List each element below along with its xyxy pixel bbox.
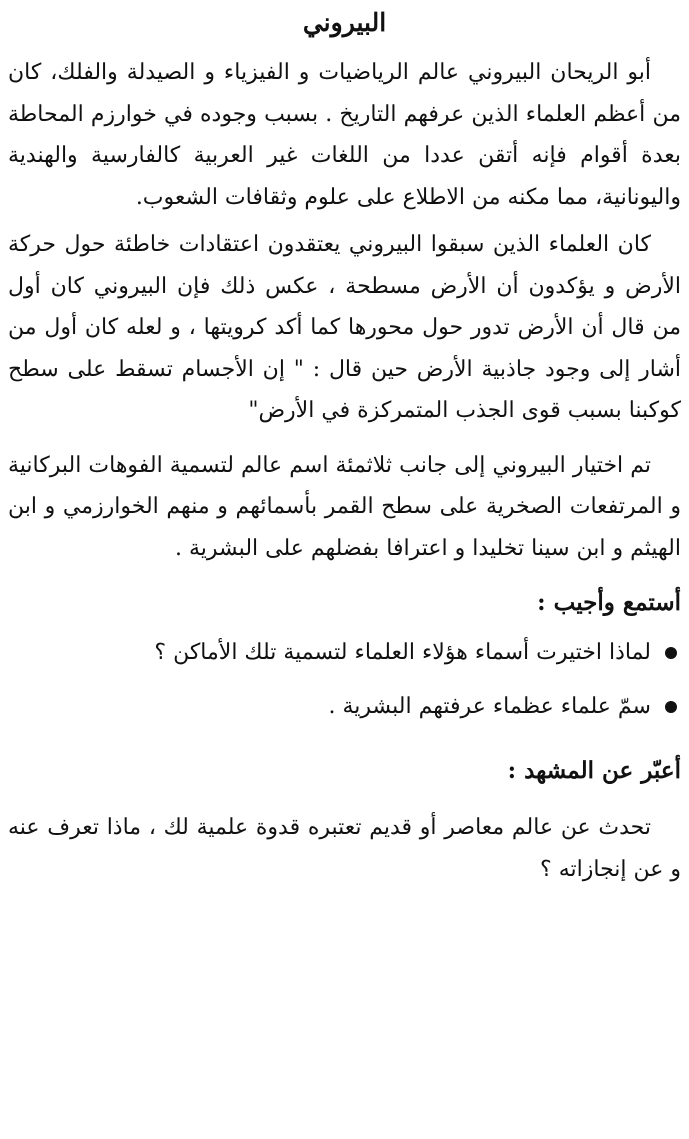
- express-scene-heading: أعبّر عن المشهد :: [507, 757, 681, 784]
- questions-list: [8, 633, 681, 727]
- page-title: البيروني: [302, 8, 387, 37]
- paragraph-intro: أبو الريحان البيروني عالم الرياضيات و الفيزياء و الصيدلة والفلك، كان من أعظم العلماء الذين عرفهم التاريخ . بسبب وجوده في خوارزم المحاطة بعدة أقوام فإنه أتقن عددا من اللغات غير العربية كالفارسية والهندية واليونانية، مما مكنه من الاطلاع على علوم وثقافات الشعوب.: [8, 60, 681, 210]
- paragraph-earth-rotation: كان العلماء الذين سبقوا البيروني يعتقدون اعتقادات خاطئة حول حركة الأرض و يؤكدون أن الأرض مسطحة ، عكس ذلك فإن البيروني كان أول من قال أن الأرض تدور حول محورها كما أكد كرويتها ، و لعله كان أول من أشار إلى وجود جاذبية الأرض حين قال : " إن الأجسام تسقط على سطح كوكبنا بسبب قوى الجذب المتمركزة في الأرض": [8, 232, 681, 423]
- paragraph-express-prompt: تحدث عن عالم معاصر أو قديم تعتبره قدوة علمية لك ، ماذا تعرف عنه و عن إنجازاته ؟: [8, 815, 681, 882]
- paragraph-moon-craters: تم اختيار البيروني إلى جانب ثلاثمئة اسم عالم لتسمية الفوهات البركانية و المرتفعات الصخرية على سطح القمر بأسمائهم و منهم الخوارزمي و ابن الهيثم و ابن سينا تخليدا و اعترافا بفضلهم على البشرية .: [8, 452, 681, 561]
- listen-and-answer-heading: أستمع وأجيب :: [537, 589, 681, 616]
- list-item: [8, 633, 681, 673]
- question-text: لماذا اختيرت أسماء هؤلاء العلماء لتسمية تلك الأماكن ؟: [154, 640, 651, 665]
- question-text: سمّ علماء عظماء عرفتهم البشرية .: [328, 694, 651, 719]
- bullet-icon: [665, 647, 677, 659]
- list-item: [8, 687, 681, 727]
- bullet-icon: [665, 701, 677, 713]
